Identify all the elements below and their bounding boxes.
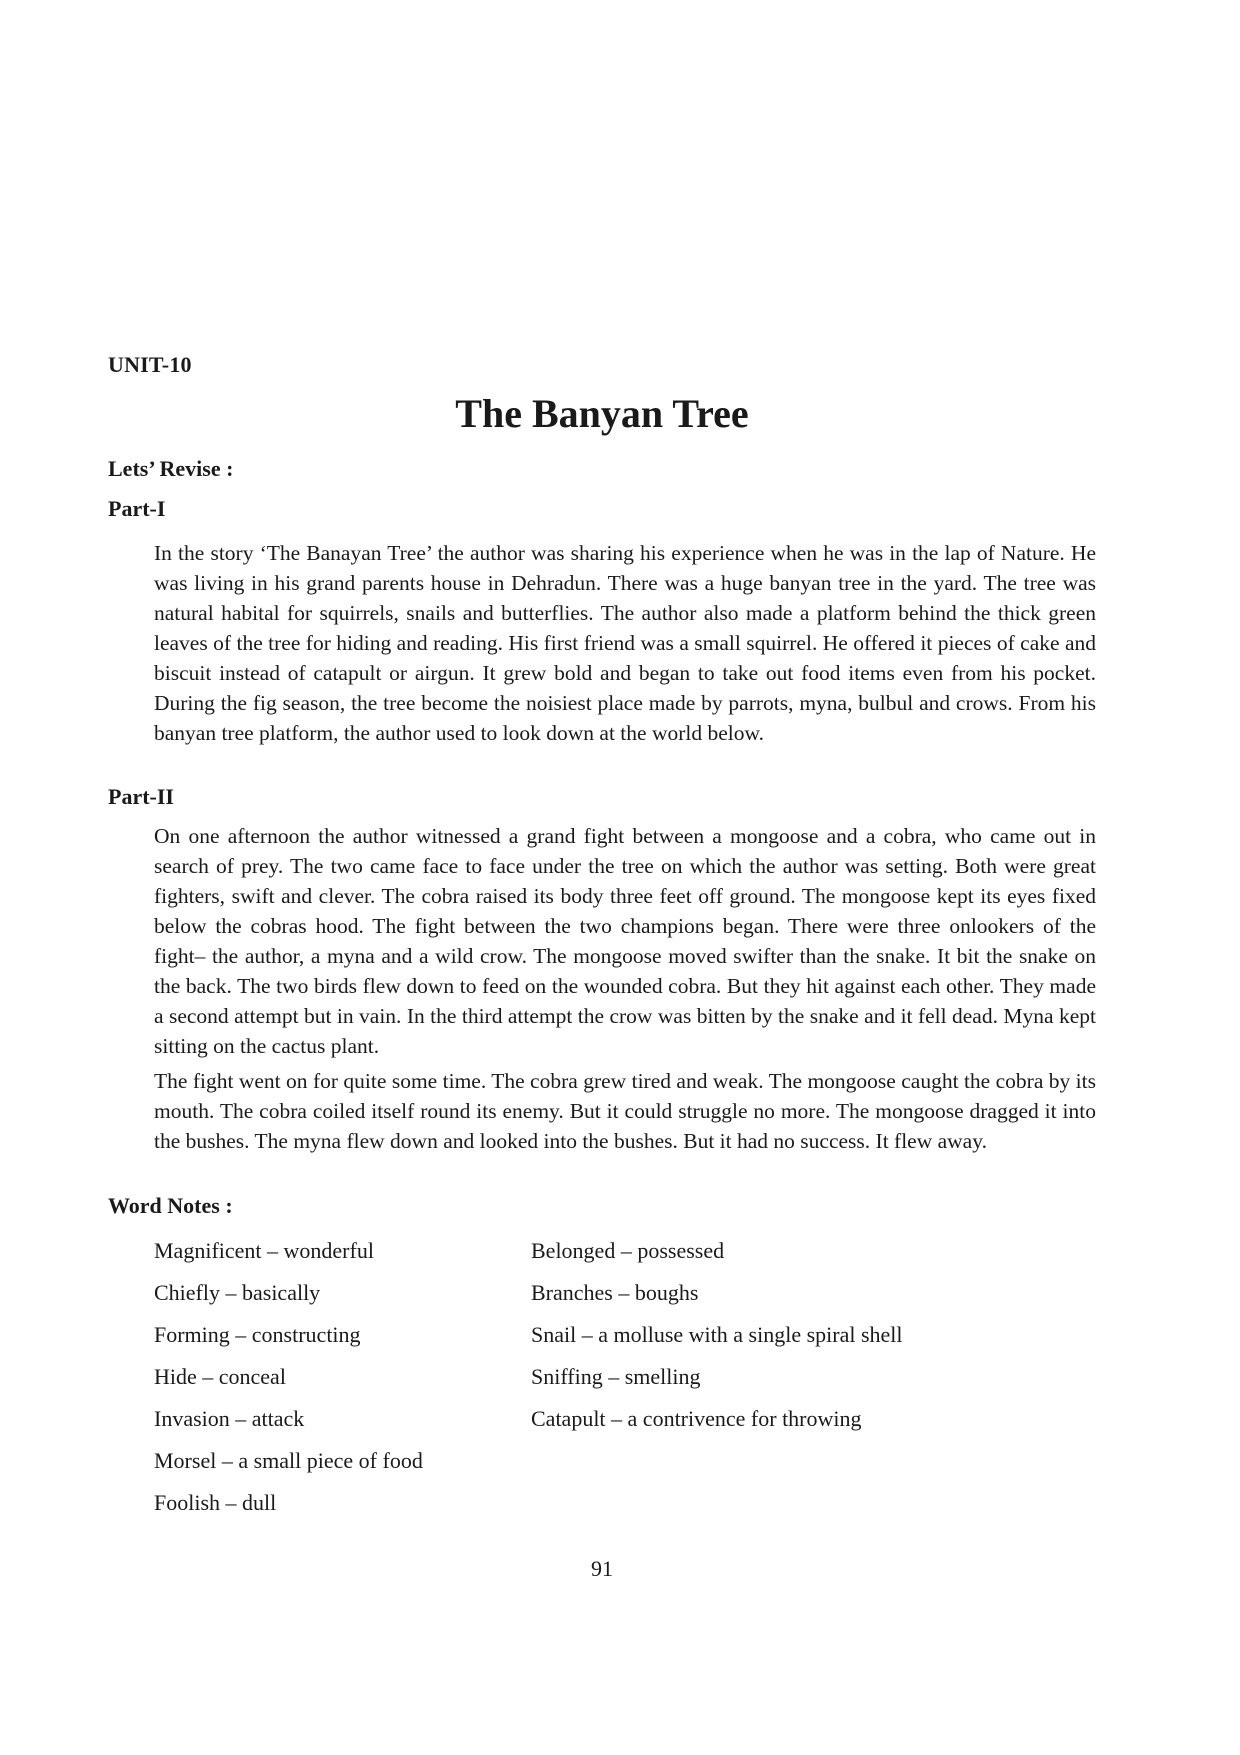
word-note: Morsel – a small piece of food: [154, 1448, 423, 1473]
word-notes-right-column: [531, 1236, 903, 1446]
word-note: Snail – a molluse with a single spiral shell: [531, 1322, 903, 1347]
unit-label: UNIT-10: [108, 352, 192, 377]
word-note: Magnificent – wonderful: [154, 1238, 374, 1263]
page-number: 91: [591, 1556, 613, 1581]
part-2-paragraph-2: The fight went on for quite some time. The cobra grew tired and weak. The mongoose caught the cobra by its mouth. The cobra coiled itself round its enemy. But it could struggle no more. The mongoose dragged it into the bushes. The myna flew down and looked into the bushes. But it had no success. It flew away.: [154, 1069, 1096, 1153]
word-note: Sniffing – smelling: [531, 1364, 701, 1389]
word-note: Forming – constructing: [154, 1322, 361, 1347]
word-note: Chiefly – basically: [154, 1280, 321, 1305]
word-note: Belonged – possessed: [531, 1238, 725, 1263]
page-title: The Banyan Tree: [455, 391, 749, 436]
word-note: Catapult – a contrivence for throwing: [531, 1406, 862, 1431]
part-2-paragraph-1: On one afternoon the author witnessed a grand fight between a mongoose and a cobra, who came out in search of prey. The two came face to face under the tree on which the author was setting. Both were great fighters, swift and clever. The cobra raised its body three feet off ground. The mongoose kept its eyes fixed below the cobras hood. The fight between the two champions began. There were three onlookers of the fight– the author, a myna and a wild crow. The mongoose moved swifter than the snake. It bit the snake on the back. The two birds flew down to feed on the wounded cobra. But they hit against each other. They made a second attempt but in vain. In the third attempt the crow was bitten by the snake and it fell dead. Myna kept sitting on the cactus plant.: [154, 824, 1096, 1058]
word-notes-left-column: [154, 1236, 423, 1530]
word-note: Hide – conceal: [154, 1364, 286, 1389]
word-note: Invasion – attack: [154, 1406, 305, 1431]
part-1-paragraph: In the story ‘The Banayan Tree’ the author was sharing his experience when he was in the lap of Nature. He was living in his grand parents house in Dehradun. There was a huge banyan tree in the yard. The tree was natural habital for squirrels, snails and butterflies. The author also made a platform behind the thick green leaves of the tree for hiding and reading. His first friend was a small squirrel. He offered it pieces of cake and biscuit instead of catapult or airgun. It grew bold and began to take out food items even from his pocket. During the fig season, the tree become the noisiest place made by parrots, myna, bulbul and crows. From his banyan tree platform, the author used to look down at the world below.: [154, 541, 1096, 745]
word-notes-heading: Word Notes :: [108, 1193, 233, 1218]
word-note: Foolish – dull: [154, 1490, 277, 1515]
revise-heading: Lets’ Revise :: [108, 456, 234, 481]
word-note: Branches – boughs: [531, 1280, 699, 1305]
part-2-heading: Part-II: [108, 784, 174, 809]
part-1-heading: Part-I: [108, 496, 166, 521]
